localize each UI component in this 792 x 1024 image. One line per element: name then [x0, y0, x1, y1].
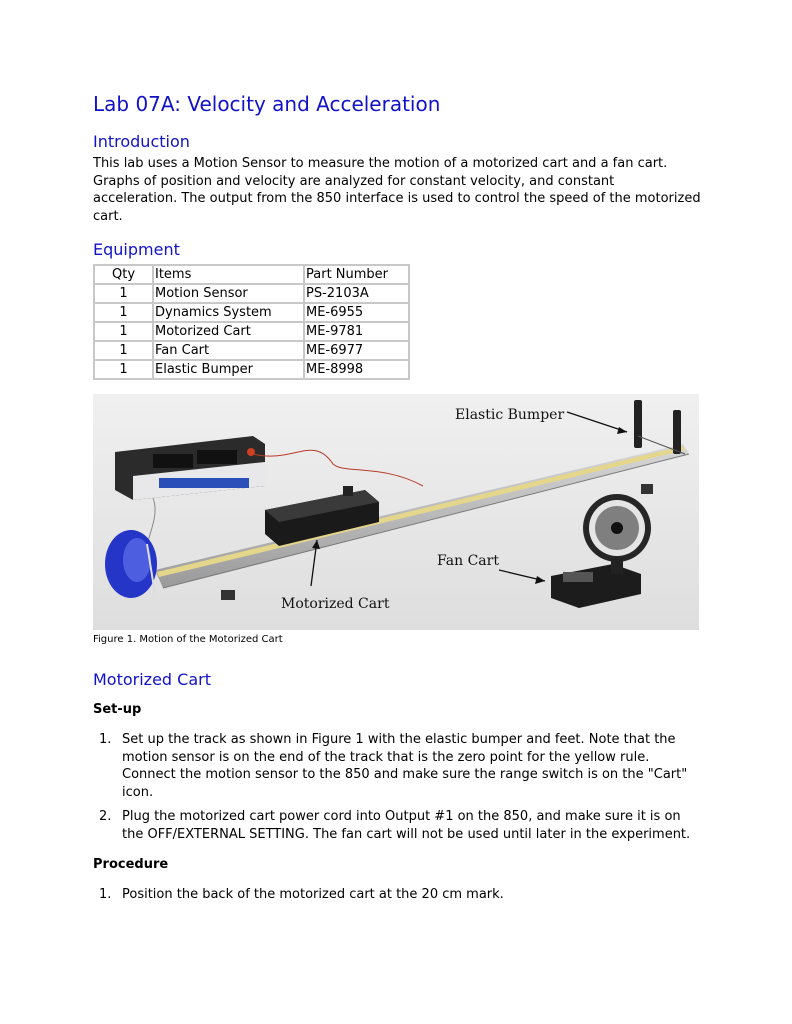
column-header-items: Items	[153, 265, 304, 284]
part-number-cell: PS-2103A	[304, 284, 409, 303]
item-cell: Motorized Cart	[153, 322, 304, 341]
step-text: Position the back of the motorized cart at the 20 cm mark.	[122, 887, 504, 902]
motion-sensor	[105, 530, 157, 598]
part-number-cell: ME-9781	[304, 322, 409, 341]
item-cell: Dynamics System	[153, 303, 304, 322]
column-header-part-number: Part Number	[304, 265, 409, 284]
part-number-cell: ME-6955	[304, 303, 409, 322]
part-number-cell: ME-6977	[304, 341, 409, 360]
setup-steps	[93, 731, 703, 850]
step-number: 1.	[99, 732, 112, 747]
step-number: 1.	[99, 887, 112, 902]
qty-cell: 1	[94, 360, 153, 379]
qty-cell: 1	[94, 322, 153, 341]
table-row	[94, 303, 409, 322]
procedure-heading: Procedure	[93, 857, 169, 872]
list-item	[93, 808, 703, 843]
table-row	[94, 341, 409, 360]
equipment-photo	[93, 394, 699, 630]
item-cell: Motion Sensor	[153, 284, 304, 303]
page-title: Lab 07A: Velocity and Acceleration	[93, 92, 441, 116]
bumper-label: Elastic Bumper	[455, 407, 565, 423]
motorized-cart-heading: Motorized Cart	[93, 670, 211, 689]
list-item	[93, 886, 703, 904]
table-row	[94, 284, 409, 303]
equipment-table	[93, 264, 410, 380]
fan-cart-label: Fan Cart	[437, 553, 499, 569]
qty-cell: 1	[94, 303, 153, 322]
setup-heading: Set-up	[93, 702, 142, 717]
figure-caption: Figure 1. Motion of the Motorized Cart	[93, 634, 283, 645]
introduction-heading: Introduction	[93, 132, 190, 151]
table-header-row	[94, 265, 409, 284]
step-number: 2.	[99, 809, 112, 824]
qty-cell: 1	[94, 284, 153, 303]
part-number-cell: ME-8998	[304, 360, 409, 379]
item-cell: Elastic Bumper	[153, 360, 304, 379]
step-text: Plug the motorized cart power cord into Output #1 on the 850, and make sure it is on the OFF/EXTERNAL SETTING. The fan cart will not be used until later in the experiment.	[122, 809, 691, 842]
table-row	[94, 322, 409, 341]
item-cell: Fan Cart	[153, 341, 304, 360]
list-item	[93, 731, 703, 801]
column-header-qty: Qty	[94, 265, 153, 284]
introduction-text: This lab uses a Motion Sensor to measure the motion of a motorized cart and a fan cart. Graphs of position and velocity are analyzed for constant velocity, and constant acceleration. The output from the 850 interface is used to control the speed of the motorized cart.	[93, 156, 701, 224]
step-text: Set up the track as shown in Figure 1 with the elastic bumper and feet. Note that the motion sensor is on the end of the track that is the zero point for the yellow rule. Connect the motion sensor to the 850 and make sure the range switch is on the "Cart" icon.	[122, 732, 688, 800]
table-row	[94, 360, 409, 379]
motorized-cart-label: Motorized Cart	[281, 596, 390, 612]
procedure-steps	[93, 886, 703, 911]
qty-cell: 1	[94, 341, 153, 360]
equipment-heading: Equipment	[93, 240, 180, 259]
